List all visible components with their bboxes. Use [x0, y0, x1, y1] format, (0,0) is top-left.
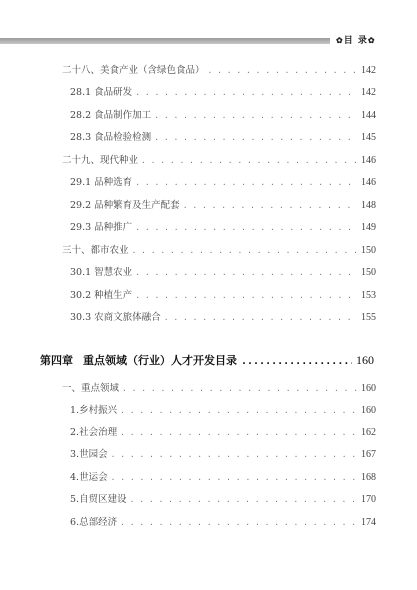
toc-entry-page: 168	[361, 472, 376, 483]
toc-entry-label: 三十、都市农业	[62, 245, 129, 256]
toc-leader	[130, 495, 358, 504]
toc-entry[interactable]	[70, 491, 376, 505]
toc-entry-page: 160	[361, 405, 376, 416]
toc-leader	[141, 156, 358, 165]
toc-entry-page: 170	[361, 494, 376, 505]
toc-entry[interactable]	[70, 514, 376, 528]
header-title: 目 录	[343, 36, 368, 46]
toc-entry-label: 30.2 种植生产	[70, 290, 133, 301]
toc-entry-page: 150	[361, 267, 376, 278]
toc-leader	[111, 473, 358, 482]
chapter-number: 第四章	[40, 354, 73, 367]
toc-leader	[154, 133, 358, 142]
toc-entry[interactable]	[70, 264, 376, 278]
header-bar	[0, 38, 330, 44]
toc-entry-label: 3.世园会	[70, 449, 108, 460]
toc-entry-label: 6.总部经济	[70, 517, 118, 528]
toc-entry[interactable]	[70, 424, 376, 438]
toc-entry-label: 28.2 食品制作加工	[70, 110, 152, 121]
toc-leader	[120, 518, 358, 527]
toc-entry-label: 29.1 品种选育	[70, 177, 133, 188]
toc-entry-label: 2.社会治理	[70, 427, 118, 438]
toc-leader	[111, 450, 358, 459]
toc-entry-page: 144	[361, 110, 376, 121]
chapter-page: 160	[356, 353, 374, 367]
toc-leader	[132, 246, 358, 255]
flower-icon: ✿	[336, 35, 344, 45]
toc-entry[interactable]	[62, 242, 376, 256]
toc-entry-label: 30.3 农商文旅体融合	[70, 312, 161, 323]
toc-entry-page: 162	[361, 427, 376, 438]
toc-leader	[241, 356, 352, 367]
toc-leader	[135, 88, 358, 97]
toc-leader	[183, 201, 358, 210]
toc-leader	[135, 223, 358, 232]
toc-entry-page: 160	[361, 383, 376, 394]
toc-leader	[208, 66, 358, 75]
toc-entry[interactable]	[70, 287, 376, 301]
toc-entry[interactable]	[62, 62, 376, 76]
toc-leader	[122, 384, 358, 393]
toc-entry-label: 一、重点领域	[62, 383, 120, 394]
toc-entry-label: 28.1 食品研发	[70, 87, 133, 98]
toc-entry-label: 5.自贸区建设	[70, 494, 127, 505]
toc-leader	[164, 313, 358, 322]
toc-entry[interactable]	[70, 219, 376, 233]
toc-entry-page: 150	[361, 245, 376, 256]
header-mark	[336, 33, 376, 46]
toc-entry[interactable]	[62, 152, 376, 166]
toc-entry-label: 二十八、美食产业（含绿色食品）	[62, 65, 205, 76]
toc-entry-label: 29.3 品种推广	[70, 222, 133, 233]
toc-entry-page: 149	[361, 222, 376, 233]
toc-entry[interactable]	[70, 197, 376, 211]
toc-entry[interactable]	[70, 174, 376, 188]
toc-entry-label: 4.世运会	[70, 472, 108, 483]
toc-entry[interactable]	[70, 309, 376, 323]
toc-entry[interactable]	[70, 446, 376, 460]
toc-entry-page: 155	[361, 312, 376, 323]
toc-entry-page: 142	[361, 87, 376, 98]
chapter-title: 重点领域（行业）人才开发目录	[83, 354, 237, 367]
toc-entry-label: 1.乡村振兴	[70, 405, 118, 416]
toc-entry-page: 145	[361, 132, 376, 143]
toc-leader	[120, 428, 358, 437]
toc-entry-label: 28.3 食品检验检测	[70, 132, 152, 143]
toc-leader	[154, 111, 358, 120]
toc-entry[interactable]	[70, 402, 376, 416]
toc-entry-label: 29.2 品种繁育及生产配套	[70, 200, 180, 211]
toc-leader	[135, 291, 358, 300]
toc-leader	[120, 406, 358, 415]
toc-entry-page: 142	[361, 65, 376, 76]
toc-entry[interactable]	[70, 84, 376, 98]
toc-entry-page: 153	[361, 290, 376, 301]
toc-leader	[135, 268, 358, 277]
toc-entry[interactable]	[70, 107, 376, 121]
toc-entry-label: 二十九、现代种业	[62, 155, 139, 166]
chapter-heading[interactable]	[40, 352, 374, 368]
toc-entry-page: 174	[361, 517, 376, 528]
toc-leader	[135, 178, 358, 187]
toc-entry-label: 30.1 智慧农业	[70, 267, 133, 278]
toc-entry[interactable]	[70, 469, 376, 483]
toc-entry-page: 146	[361, 177, 376, 188]
toc-entry[interactable]	[70, 129, 376, 143]
toc-entry-page: 148	[361, 200, 376, 211]
toc-entry-page: 146	[361, 155, 376, 166]
toc-entry[interactable]	[62, 380, 376, 394]
flower-icon: ✿	[367, 35, 376, 45]
toc-entry-page: 167	[361, 449, 376, 460]
